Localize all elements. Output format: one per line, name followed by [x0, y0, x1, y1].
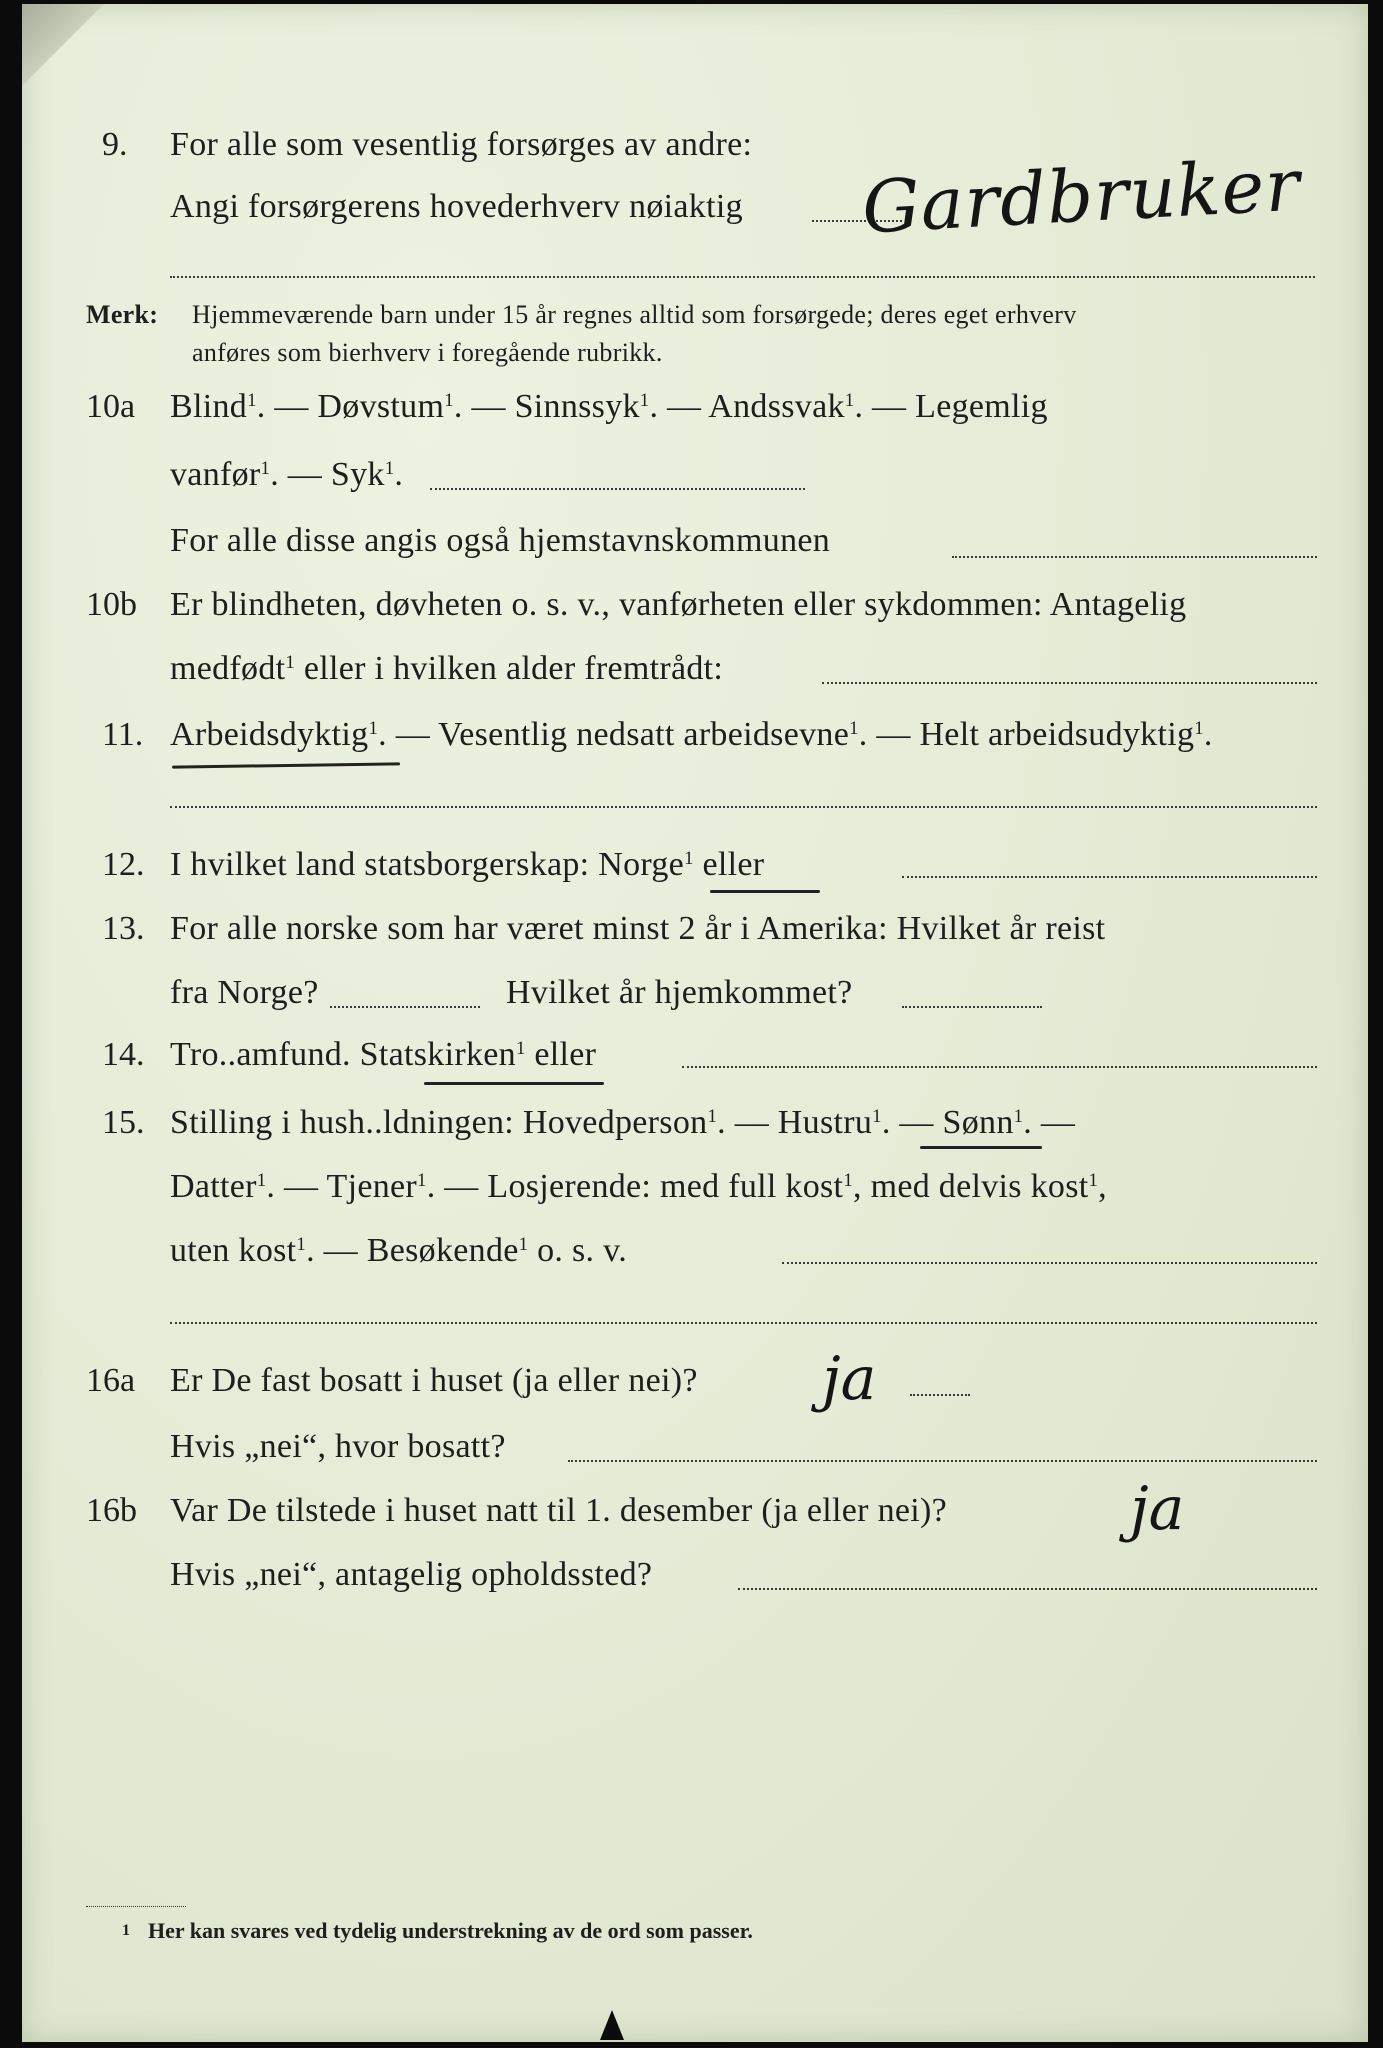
q16a-line1: Er De fast bosatt i huset (ja eller nei)?	[170, 1362, 698, 1399]
q15-line1: Stilling i hush..ldningen: Hovedperson$^1$. — Hustru$^1$. — Sønn$^1$. —	[170, 1104, 1076, 1141]
q12-line1: I hvilket land statsborgerskap: Norge$^1$ eller	[170, 846, 765, 883]
footnote-mark: 1	[122, 1922, 130, 1939]
footnote-rule	[86, 1906, 186, 1907]
q13-line2a: fra Norge?	[170, 974, 319, 1011]
q16b-line1: Var De tilstede i huset natt til 1. desember (ja eller nei)?	[170, 1492, 948, 1529]
q12-dotline	[902, 876, 1317, 878]
q9-line2: Angi forsørgerens hovederhverv nøiaktig	[170, 188, 743, 225]
q9-line1: For alle som vesentlig forsørges av andre:	[170, 126, 753, 163]
q11-number: 11.	[102, 716, 144, 753]
q16a-dotline-1	[910, 1394, 970, 1396]
q15-line3: uten kost$^1$. — Besøkende$^1$ o. s. v.	[170, 1232, 628, 1269]
merk-label: Merk:	[86, 300, 159, 329]
footnote-text: Her kan svares ved tydelig understrekning av de ord som passer.	[148, 1918, 753, 1943]
merk-line2: anføres som bierhverv i foregående rubrikk.	[192, 338, 663, 367]
q15-line2: Datter$^1$. — Tjener$^1$. — Losjerende: med full kost$^1$, med delvis kost$^1$,	[170, 1168, 1107, 1205]
q13-dotline-2	[902, 1006, 1042, 1008]
q10a-line1: Blind$^1$. — Døvstum$^1$. — Sinnssyk$^1$. — Andssvak$^1$. — Legemlig	[170, 388, 1048, 425]
q10b-number: 10b	[86, 586, 137, 623]
q11-underline-arbeidsdyktig	[172, 762, 400, 768]
q14-line1: Tro..amfund. Statskirken$^1$ eller	[170, 1036, 597, 1073]
folded-corner	[22, 4, 112, 94]
q15-dotline-1	[782, 1262, 1317, 1264]
q10b-line1: Er blindheten, døvheten o. s. v., vanførheten eller sykdommen: Antagelig	[170, 586, 1187, 623]
q16b-line2: Hvis „nei“, antagelig opholdssted?	[170, 1556, 653, 1593]
q10a-line3: For alle disse angis også hjemstavnskommunen	[170, 522, 831, 559]
q16a-answer-handwritten: ja	[822, 1344, 877, 1414]
q11-dotline	[170, 806, 1317, 808]
census-form-page	[22, 4, 1368, 2042]
q10a-number: 10a	[86, 388, 136, 425]
q15-underline-hustru	[920, 1146, 1042, 1149]
q16b-answer-handwritten: ja	[1130, 1474, 1185, 1544]
q10b-dotline	[822, 682, 1317, 684]
q13-dotline-1	[330, 1006, 480, 1008]
q14-number: 14.	[102, 1036, 145, 1073]
q9-dotline-2	[170, 276, 1315, 278]
q16b-number: 16b	[86, 1492, 137, 1529]
q14-dotline	[682, 1066, 1317, 1068]
q10a-line2: vanfør$^1$. — Syk$^1$.	[170, 456, 404, 493]
q12-underline-norge	[710, 890, 820, 893]
q10a-dotline-2	[952, 556, 1317, 558]
q14-underline-statskirken	[424, 1082, 604, 1085]
q16a-line2: Hvis „nei“, hvor bosatt?	[170, 1428, 506, 1465]
q13-line1: For alle norske som har været minst 2 år i Amerika: Hvilket år reist	[170, 910, 1106, 947]
q10b-line2: medfødt$^1$ eller i hvilken alder fremtrådt:	[170, 650, 724, 687]
q11-line1: Arbeidsdyktig$^1$. — Vesentlig nedsatt arbeidsevne$^1$. — Helt arbeidsudyktig$^1$.	[170, 716, 1213, 753]
q12-number: 12.	[102, 846, 145, 883]
q16a-number: 16a	[86, 1362, 136, 1399]
q9-answer-handwritten: Gardbruker	[860, 142, 1303, 250]
paper-tear	[600, 2010, 624, 2040]
q15-number: 15.	[102, 1104, 145, 1141]
q15-dotline-2	[170, 1322, 1317, 1324]
q13-line2b: Hvilket år hjemkommet?	[506, 974, 853, 1011]
q13-number: 13.	[102, 910, 145, 947]
q16a-dotline-2	[568, 1460, 1317, 1462]
q10a-dotline-1	[430, 488, 805, 490]
merk-line1: Hjemmeværende barn under 15 år regnes alltid som forsørgede; deres eget erhverv	[192, 300, 1077, 329]
q16b-dotline	[738, 1588, 1317, 1590]
q9-number: 9.	[102, 126, 128, 163]
